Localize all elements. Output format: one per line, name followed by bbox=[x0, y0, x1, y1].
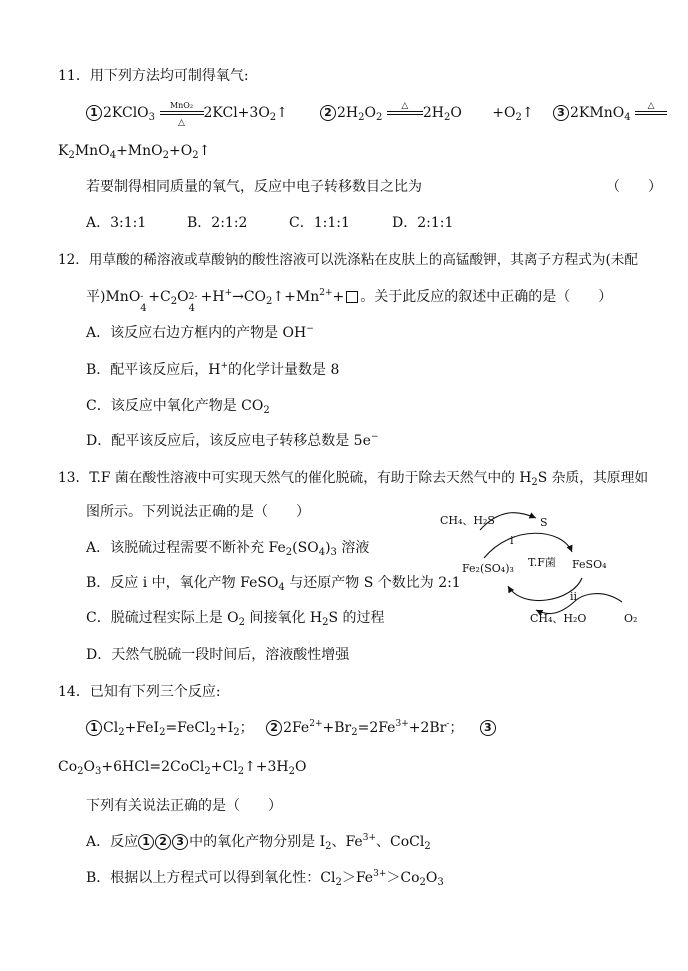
q11-option-c: C．1:1:1 bbox=[289, 215, 350, 231]
circled-number: 1 bbox=[86, 720, 102, 736]
q12-stem-line1: 12．用草酸的稀溶液或草酸钠的酸性溶液可以洗涤粘在皮肤上的高锰酸钾，其离子方程式为(未配 bbox=[58, 252, 638, 268]
q11-option-d: D．2:1:1 bbox=[392, 215, 454, 231]
q12-option-a: A．该反应右边方框内的产物是 OH− bbox=[86, 324, 314, 341]
q11-reactions: 1 2KClO$_3$ MnO₂ △ $2KCl+3O_2↑$ bbox=[86, 104, 288, 122]
label-ii: ii bbox=[570, 590, 578, 603]
label-fe2so43: Fe₂(SO₄)₃ bbox=[462, 562, 514, 575]
q11-reaction-3: 3 2KMnO$_4$ △ bbox=[553, 104, 667, 122]
q12-option-b: B．配平该反应后，H+的化学计量数是 8 bbox=[86, 361, 340, 378]
q12-option-c: C．该反应中氧化产物是 $CO_2$ bbox=[86, 398, 270, 416]
reaction-condition: △ bbox=[635, 104, 667, 122]
desulfurization-diagram bbox=[432, 506, 662, 636]
reaction-condition: MnO₂ △ bbox=[160, 104, 204, 122]
label-o2: O₂ bbox=[624, 612, 638, 625]
circled-number: 2 bbox=[266, 720, 282, 736]
q14-question: 下列有关说法正确的是（ ） bbox=[86, 798, 282, 814]
q11-stem: 11．用下列方法均可制得氧气: bbox=[58, 68, 249, 84]
label-i: i bbox=[510, 534, 514, 547]
q13-stem-line1: 13．T.F 菌在酸性溶液中可实现天然气的催化脱硫，有助于除去天然气中的 $H_2S$ 杂质，其原理如 bbox=[58, 470, 649, 488]
q13-option-d: D．天然气脱硫一段时间后，溶液酸性增强 bbox=[86, 647, 350, 663]
circled-number: 1 bbox=[86, 105, 102, 121]
q12-stem-line2: 平)MnO - 4 $+C_2O$ 2- 4 $+H^+\to CO_2↑+Mn^{2+}+$ 。关于此反应的叙述中正确的是（ ） bbox=[86, 288, 613, 314]
blank-box bbox=[346, 291, 358, 303]
q13-option-b: B．反应 i 中，氧化产物 FeSO$_4$ 与还原产物 S 个数比为 2:1 bbox=[86, 575, 461, 593]
label-ch4-h2o: CH₄、H₂O bbox=[530, 612, 587, 625]
label-feso4: FeSO₄ bbox=[572, 558, 607, 571]
reaction-condition: △ bbox=[387, 104, 423, 122]
circled-number: 3 bbox=[480, 720, 496, 736]
circled-number: 3 bbox=[172, 834, 188, 850]
q14-reaction-3: $Co_2O_3+6HCl=2CoCl_2+Cl_2↑+3H_2O$ bbox=[58, 759, 307, 777]
q11-reaction-3-cont: $K_2MnO_4+MnO_2+O_2↑$ bbox=[58, 143, 211, 161]
q13-option-c: C．脱硫过程实际上是 $O_2$ 间接氧化 $H_2S$ 的过程 bbox=[86, 610, 385, 628]
q13-stem-line2: 图所示。下列说法正确的是（ ） bbox=[86, 504, 310, 520]
label-ch4-h2s: CH₄、H₂S bbox=[440, 514, 495, 527]
q11-reaction-2: 2 $2H_2O_2$ △ $2H_2O$ $+O_2↑$ bbox=[320, 104, 534, 122]
arrow-i-main bbox=[484, 533, 572, 558]
q12-option-d: D．配平该反应后，该反应电子转移总数是 5e− bbox=[86, 432, 379, 449]
q11-option-b: B．2:1:2 bbox=[187, 215, 248, 231]
circled-number: 3 bbox=[553, 105, 569, 121]
q14-reactions: 1 $Cl_2+FeI_2=FeCl_2+I_2$； 2 $2Fe^{2+}+Br_2=2Fe^{3+}+2Br^-$； 3 bbox=[86, 719, 497, 737]
circled-number: 1 bbox=[138, 834, 154, 850]
q14-option-a: A．反应 1 2 3 中的氧化产物分别是 $I_2$、$Fe^{3+}$、CoCl$_2$ bbox=[86, 833, 431, 852]
circled-number: 2 bbox=[155, 834, 171, 850]
label-s: S bbox=[540, 516, 548, 529]
q14-stem: 14．已知有下列三个反应: bbox=[58, 684, 221, 700]
q11-answer-paren: （ ） bbox=[606, 179, 662, 195]
q14-option-b: B．根据以上方程式可以得到氧化性：$Cl_2>Fe^{3+}>Co_2O_3$ bbox=[86, 869, 444, 888]
arrow-ii-bottom bbox=[536, 594, 622, 614]
q11-option-a: A．3:1:1 bbox=[86, 215, 147, 231]
q13-option-a: A．该脱硫过程需要不断补充 $Fe_2(SO_4)_3$ 溶液 bbox=[86, 540, 370, 558]
label-tf: T.F菌 bbox=[528, 556, 556, 569]
q11-question: 若要制得相同质量的氧气，反应中电子转移数目之比为 bbox=[86, 179, 422, 195]
circled-number: 2 bbox=[320, 105, 336, 121]
